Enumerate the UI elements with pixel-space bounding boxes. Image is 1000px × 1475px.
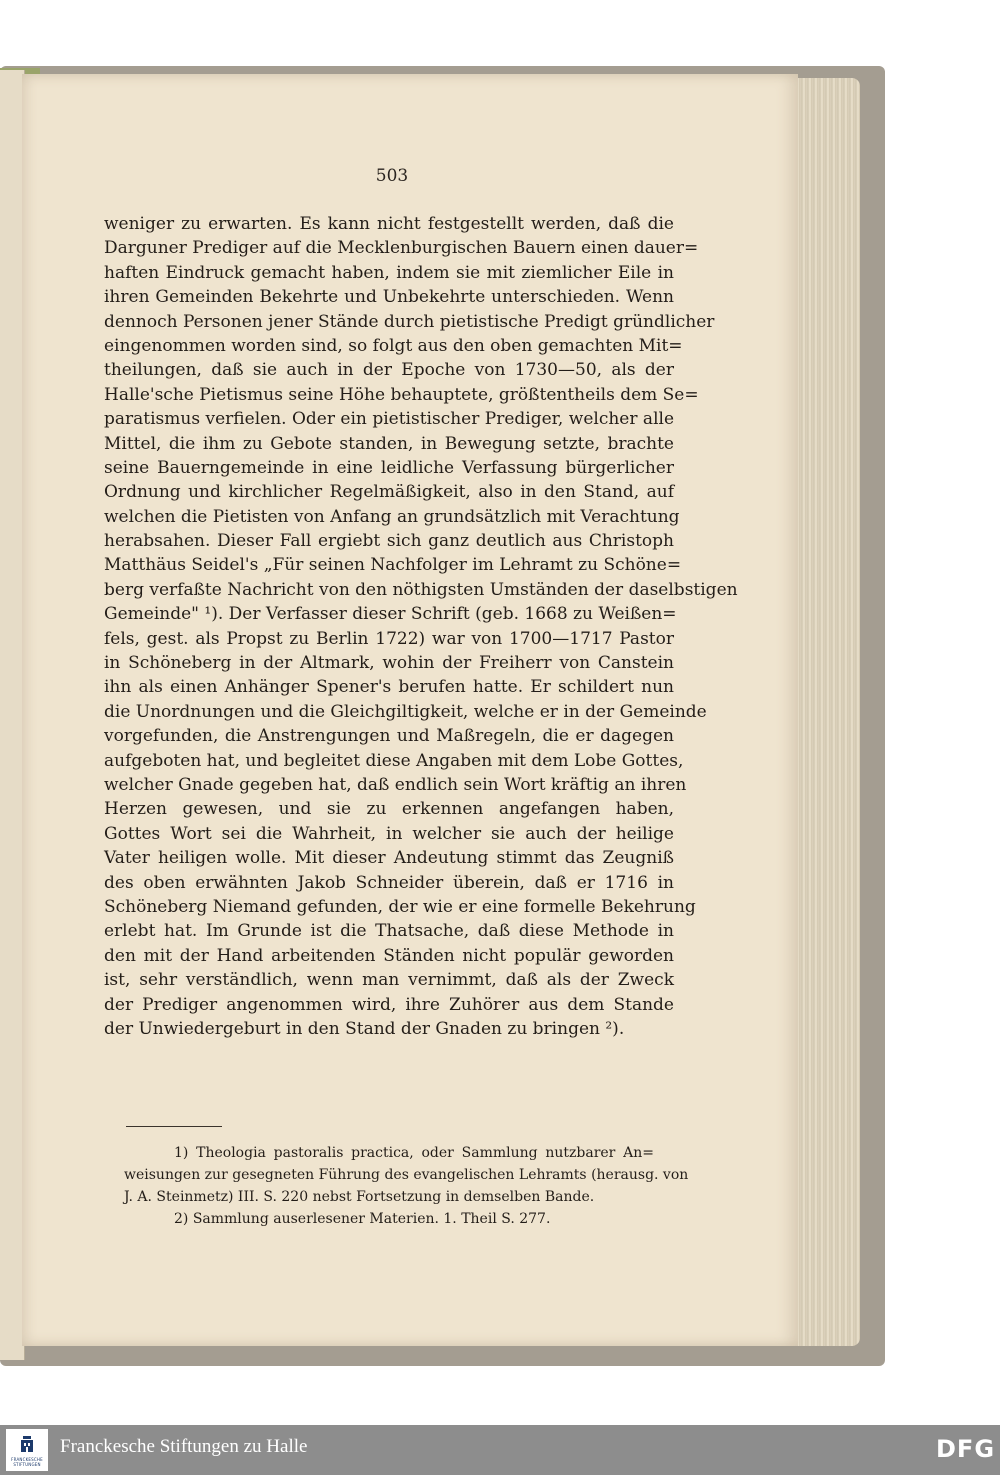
text-line: Halle'sche Pietismus seine Höhe behauptete, größtentheils dem Se= (104, 384, 699, 405)
text-line: Vater heiligen wolle. Mit dieser Andeutung stimmt das Zeugniß (104, 848, 674, 869)
text-line: fels, gest. als Propst zu Berlin 1722) war von 1700—1717 Pastor (104, 628, 674, 649)
footnote-line: weisungen zur gesegneten Führung des evangelischen Lehramts (herausg. von (124, 1167, 689, 1183)
dfg-logo[interactable]: DFG (936, 1435, 996, 1463)
text-line: Gemeinde" ¹). Der Verfasser dieser Schrift (geb. 1668 zu Weißen= (104, 604, 677, 625)
footnote-line: J. A. Steinmetz) III. S. 220 nebst Fortsetzung in demselben Bande. (124, 1189, 595, 1205)
footnote-rule (126, 1126, 222, 1127)
text-line: der Prediger angenommen wird, ihre Zuhörer aus dem Stande (104, 994, 674, 1015)
book-page (22, 74, 798, 1346)
text-line: Herzen gewesen, und sie zu erkennen angefangen haben, (104, 799, 674, 820)
page-number: 503 (375, 166, 409, 186)
text-line: Matthäus Seidel's „Für seinen Nachfolger im Lehramt zu Schöne= (104, 555, 682, 576)
footnote-line: 1) Theologia pastoralis practica, oder Sammlung nutzbarer An= (174, 1145, 654, 1161)
text-line: Ordnung und kirchlicher Regelmäßigkeit, also in den Stand, auf (104, 482, 674, 503)
text-line: vorgefunden, die Anstrengungen und Maßregeln, die er dagegen (104, 726, 674, 747)
text-line: Darguner Prediger auf die Mecklenburgischen Bauern einen dauer= (104, 238, 699, 259)
text-line: des oben erwähnten Jakob Schneider überein, daß er 1716 in (104, 872, 674, 893)
text-line: welchen die Pietisten von Anfang an grundsätzlich mit Verachtung (104, 506, 680, 527)
text-line: in Schöneberg in der Altmark, wohin der Freiherr von Canstein (104, 653, 674, 674)
text-line: seine Bauerngemeinde in eine leidliche Verfassung bürgerlicher (104, 457, 674, 478)
text-line: Mittel, die ihm zu Gebote standen, in Bewegung setzte, brachte (104, 433, 674, 454)
text-line: ihn als einen Anhänger Spener's berufen hatte. Er schildert nun (104, 677, 674, 698)
text-line: theilungen, daß sie auch in der Epoche von 1730—50, als der (104, 360, 674, 381)
institution-title[interactable]: Franckesche Stiftungen zu Halle (60, 1436, 308, 1457)
text-line: den mit der Hand arbeitenden Ständen nicht populär geworden (104, 945, 674, 966)
text-line: herabsahen. Dieser Fall ergiebt sich ganz deutlich aus Christoph (104, 531, 674, 552)
text-line: aufgeboten hat, und begleitet diese Angaben mit dem Lobe Gottes, (104, 750, 684, 771)
text-line: der Unwiedergeburt in den Stand der Gnaden zu bringen ²). (104, 1018, 625, 1039)
text-line: berg verfaßte Nachricht von den nöthigsten Umständen der daselbstigen (104, 579, 738, 600)
text-line: ist, sehr verständlich, wenn man vernimmt, daß als der Zweck (104, 970, 674, 991)
footnotes (124, 1142, 689, 1230)
text-line: haften Eindruck gemacht haben, indem sie mit ziemlicher Eile in (104, 262, 674, 283)
francke-logo[interactable] (6, 1429, 48, 1471)
text-line: die Unordnungen und die Gleichgiltigkeit, welche er in der Gemeinde (104, 701, 707, 722)
text-line: dennoch Personen jener Stände durch pietistische Predigt gründlicher (104, 311, 715, 332)
text-line: weniger zu erwarten. Es kann nicht festgestellt werden, daß die (104, 214, 674, 234)
text-line: welcher Gnade gegeben hat, daß endlich sein Wort kräftig an ihren (104, 774, 687, 795)
francke-house-icon (20, 1434, 34, 1454)
footnote-line: 2) Sammlung auserlesener Materien. 1. Theil S. 277. (174, 1211, 551, 1227)
body-text (104, 212, 738, 1041)
text-line: ihren Gemeinden Bekehrte und Unbekehrte unterschieden. Wenn (104, 287, 674, 308)
footer-bar (0, 1425, 1000, 1475)
text-line: erlebt hat. Im Grunde ist die Thatsache, daß diese Methode in (104, 921, 674, 942)
logo-text: FRANCKESCHE STIFTUNGEN (11, 1457, 43, 1467)
text-line: Gottes Wort sei die Wahrheit, in welcher sie auch der heilige (104, 823, 674, 844)
text-line: eingenommen worden sind, so folgt aus den oben gemachten Mit= (104, 335, 683, 356)
text-line: paratismus verfielen. Oder ein pietistischer Prediger, welcher alle (104, 409, 674, 430)
text-line: Schöneberg Niemand gefunden, der wie er eine formelle Bekehrung (104, 896, 696, 917)
